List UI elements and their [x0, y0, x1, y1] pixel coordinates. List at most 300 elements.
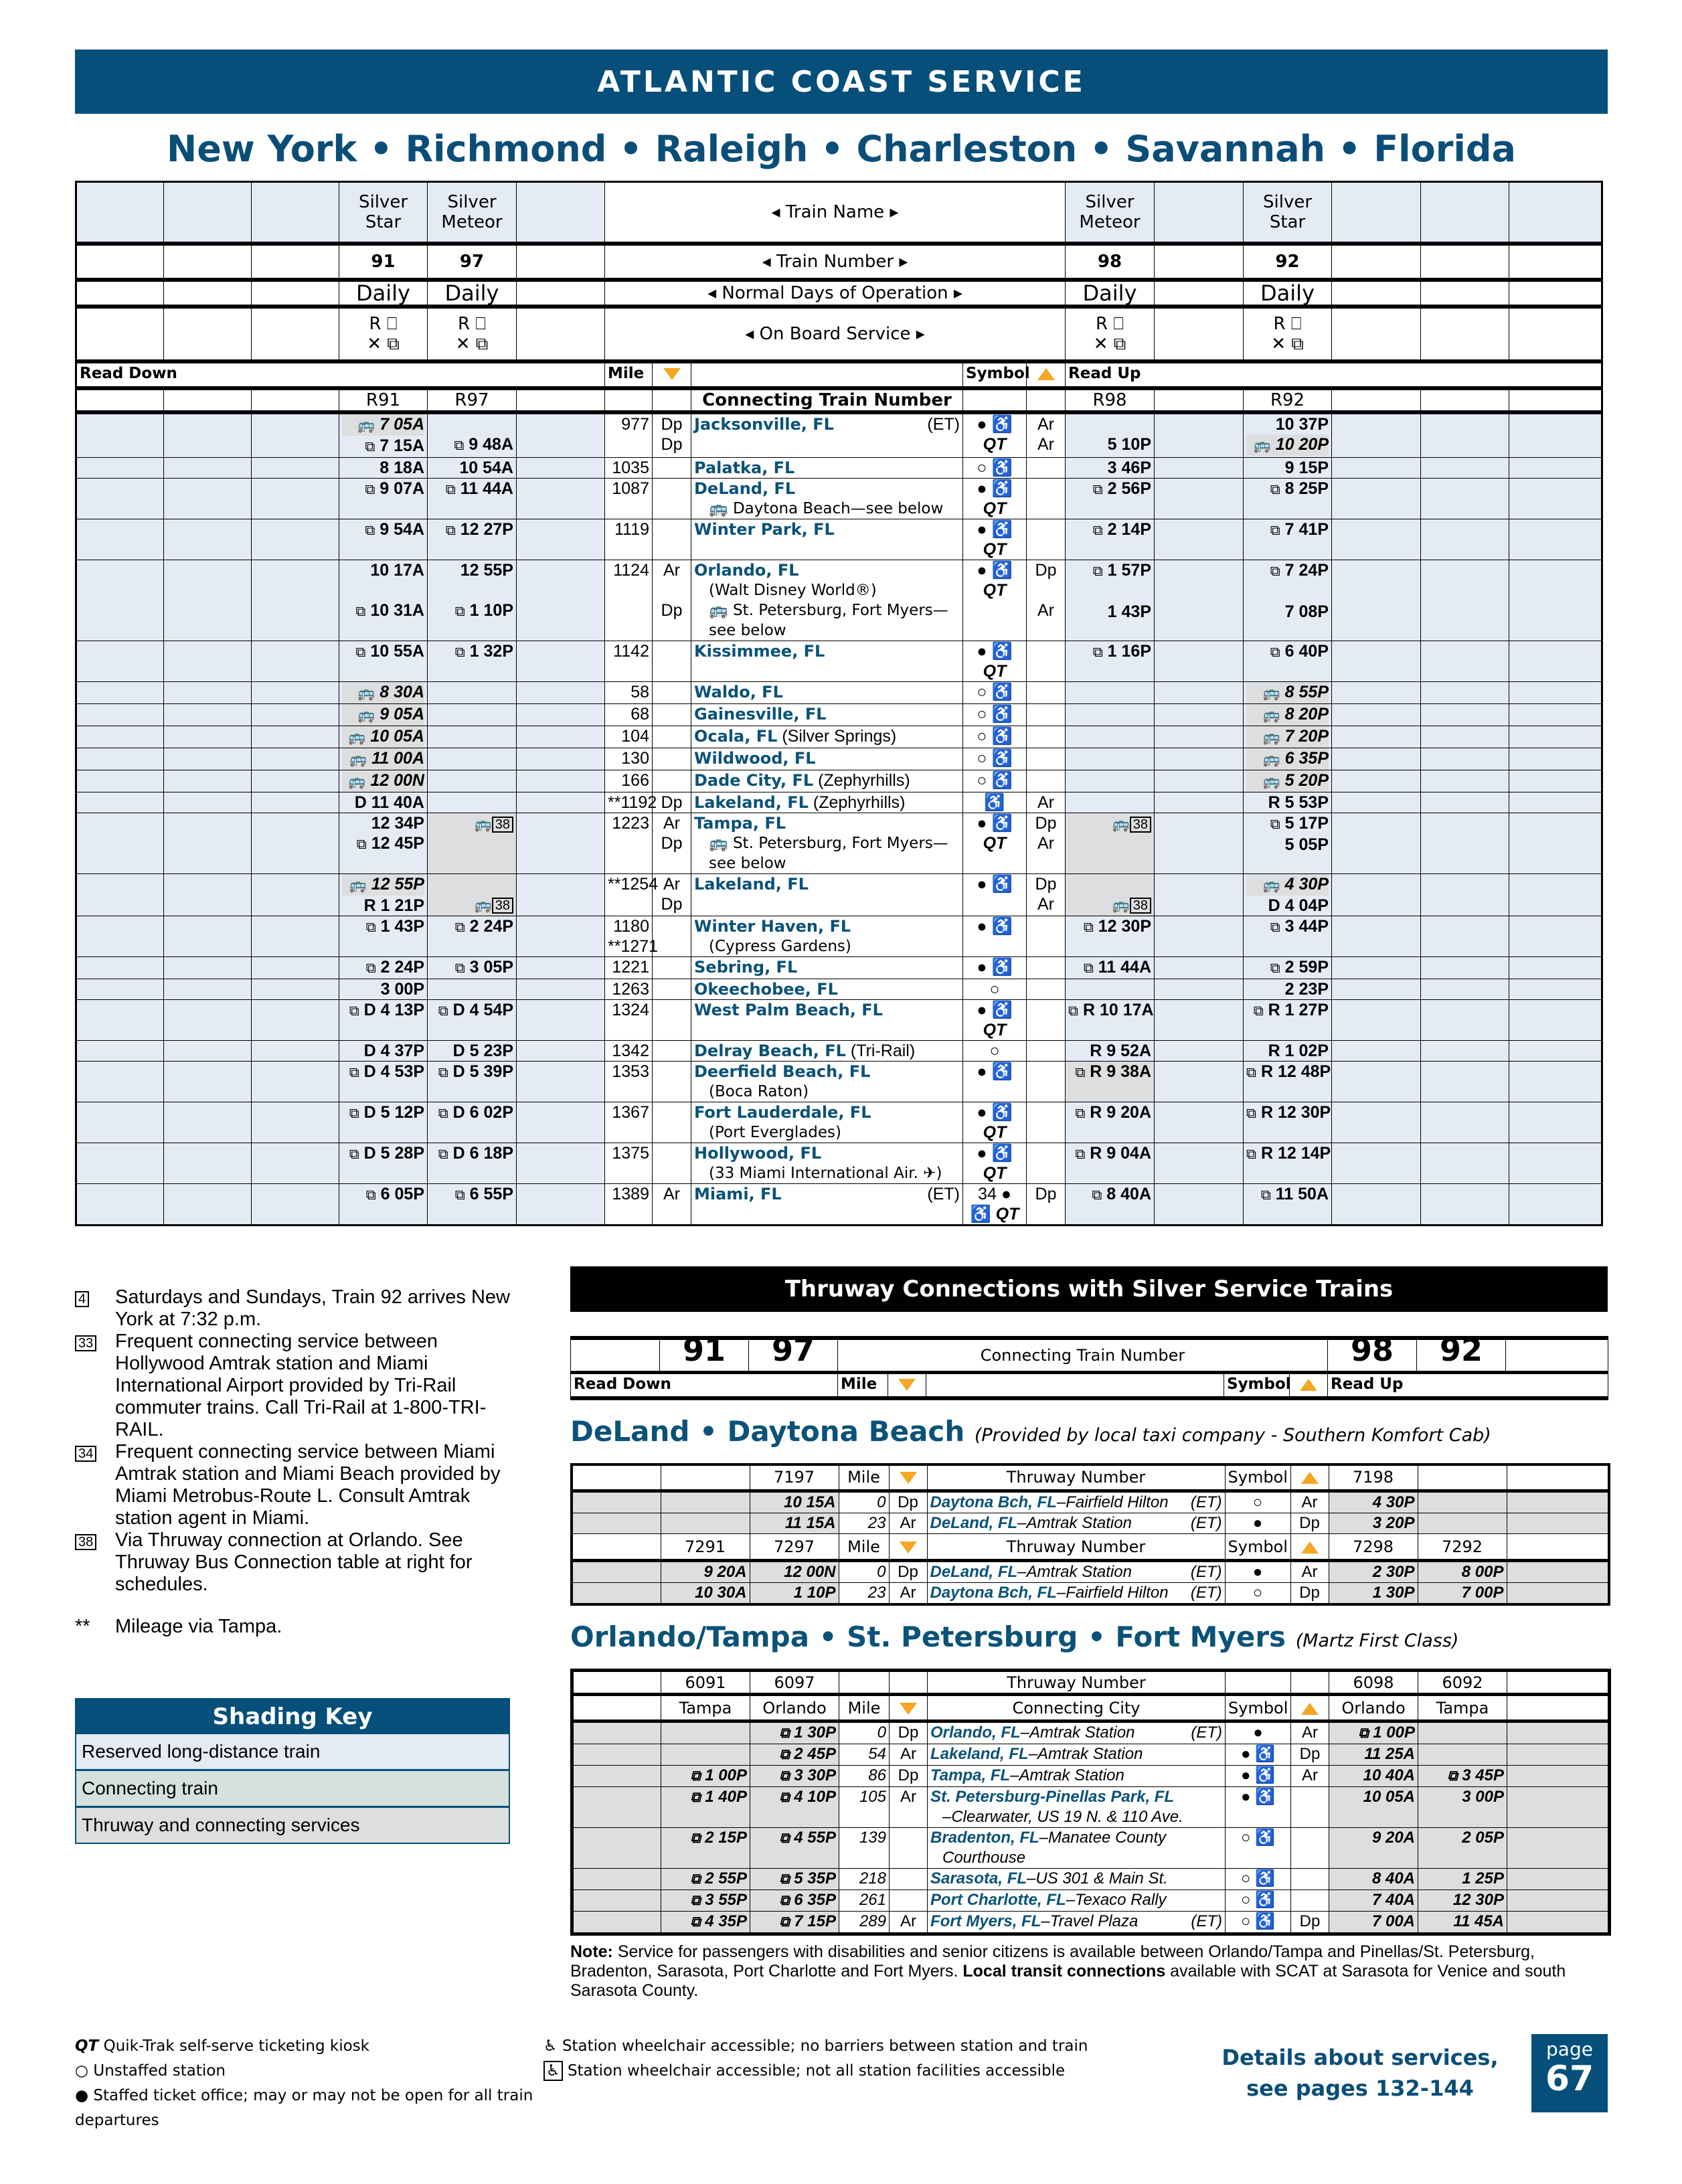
empty-cell	[1421, 1183, 1509, 1225]
empty-cell	[1332, 681, 1421, 703]
time-91	[339, 999, 428, 1040]
empty-cell	[1421, 1102, 1509, 1143]
col-symbol: Symbol	[1225, 1534, 1290, 1561]
arrival-departure-up	[1027, 703, 1066, 726]
mile-value: 105	[839, 1787, 890, 1828]
time-value: 7 41P	[1284, 519, 1329, 539]
empty-cell	[252, 519, 339, 560]
arrival-departure	[653, 1061, 691, 1102]
col-symbol: Symbol	[1226, 1695, 1291, 1721]
baggage-icon: ⧉	[779, 1831, 790, 1846]
arrival-departure-up: Dp	[1290, 1583, 1329, 1605]
thruway-time	[661, 1513, 750, 1534]
empty-cell	[164, 560, 252, 641]
station-row	[76, 412, 1602, 458]
empty-cell	[1155, 956, 1244, 979]
empty-cell	[164, 956, 252, 979]
time-value: D 5 12P	[363, 1102, 424, 1122]
thruway-time	[750, 1828, 839, 1869]
station-cell: Ocala, FL (Silver Springs)	[691, 726, 963, 748]
mile-value: 130	[605, 748, 653, 770]
time-value: 4 30P	[1284, 874, 1329, 894]
station-name[interactable]: Lakeland, FL	[694, 874, 809, 894]
thruway-time	[750, 1869, 839, 1890]
empty-cell	[572, 1671, 661, 1695]
empty-cell	[164, 1040, 252, 1061]
empty-cell	[963, 388, 1027, 412]
empty-cell	[164, 813, 252, 873]
time-98	[1066, 916, 1155, 956]
station-row	[76, 916, 1602, 956]
station-name[interactable]: Miami, FL	[694, 1184, 782, 1203]
thruway-station[interactable]: Orlando, FL	[930, 1724, 1021, 1742]
time-value: 7 24P	[1284, 560, 1329, 580]
thruway-station[interactable]: DeLand, FL	[930, 1514, 1018, 1532]
tw-mile: Mile	[838, 1373, 888, 1398]
page-label: page	[1546, 2038, 1593, 2060]
time-value: 7 15A	[380, 436, 424, 455]
arrival-departure	[653, 956, 691, 979]
empty-cell	[1421, 388, 1509, 412]
empty-cell	[1155, 244, 1244, 280]
thruway-row	[572, 1721, 1610, 1744]
empty-cell	[517, 813, 605, 873]
legend-label: Quik-Trak self-serve ticketing kiosk	[103, 2037, 369, 2055]
time-value: 2 05P	[1462, 1829, 1504, 1847]
baggage-icon: ⧉	[1246, 1146, 1257, 1162]
baggage-icon: ⧉	[690, 1893, 701, 1908]
empty-cell	[164, 519, 252, 560]
thruway-time	[1418, 1912, 1507, 1934]
station-name[interactable]: Waldo, FL	[694, 682, 783, 701]
baggage-icon: ⧉	[454, 960, 465, 976]
empty-cell	[1509, 999, 1602, 1040]
empty-cell	[164, 792, 252, 813]
station-name[interactable]: Deerfield Beach, FL	[694, 1062, 871, 1081]
empty-cell	[1509, 457, 1602, 478]
empty-cell	[1509, 916, 1602, 956]
station-name[interactable]: Hollywood, FL	[694, 1143, 822, 1163]
time-value: 6 40P	[1284, 641, 1329, 661]
arrival-departure	[653, 681, 691, 703]
empty-cell	[1421, 412, 1509, 458]
empty-cell	[517, 478, 605, 519]
time-92	[1244, 1143, 1332, 1183]
col-tampa-up: Tampa	[1418, 1695, 1507, 1721]
time-98	[1066, 770, 1155, 792]
baggage-icon: ⧉	[1270, 919, 1280, 935]
thruway-row	[572, 1787, 1610, 1828]
col-b: 7197	[750, 1464, 839, 1491]
time-98	[1066, 813, 1155, 873]
empty-cell	[572, 1828, 661, 1869]
empty-cell	[164, 307, 252, 361]
time-91	[339, 792, 428, 813]
reserved-icon: R ⎕	[369, 313, 398, 334]
baggage-icon: ⧉	[690, 1871, 701, 1887]
baggage-icon: ⧉	[454, 1187, 465, 1203]
arrival-departure-up	[1027, 999, 1066, 1040]
thruway-station[interactable]: Sarasota, FL	[930, 1869, 1027, 1887]
time-value: 1 40P	[705, 1788, 747, 1806]
empty-cell	[572, 1583, 661, 1605]
time-97	[428, 1183, 517, 1225]
arrival-departure: Ar Dp	[653, 813, 691, 873]
thruway-time	[1418, 1721, 1507, 1744]
deland-note: (Provided by local taxi company - Southern Komfort Cab)	[974, 1424, 1491, 1446]
time-92	[1244, 412, 1332, 458]
mile-value: 1353	[605, 1061, 653, 1102]
empty-cell	[76, 307, 164, 361]
station-cell: Jacksonville, FL (ET)	[691, 412, 963, 458]
station-name[interactable]: Lakeland, FL	[694, 792, 809, 812]
orlando-note: (Martz First Class)	[1295, 1630, 1459, 1651]
thruway-time	[750, 1513, 839, 1534]
station-symbols: ○ ♿	[963, 748, 1027, 770]
thruway-row	[572, 1912, 1610, 1934]
station-row	[76, 748, 1602, 770]
time-value: 12 00N	[784, 1563, 836, 1581]
time-value: 8 20P	[1284, 704, 1329, 724]
empty-cell	[1155, 703, 1244, 726]
empty-cell	[252, 457, 339, 478]
baggage-icon: ⧉	[1075, 1105, 1086, 1121]
baggage-icon: ⧉	[349, 1146, 359, 1162]
shading-key-thruway: Thruway and connecting services	[76, 1806, 509, 1843]
time-value: 3 05P	[469, 957, 513, 977]
empty-cell	[76, 748, 164, 770]
empty-cell	[1332, 748, 1421, 770]
time-97	[428, 916, 517, 956]
time-value: 1 25P	[1462, 1869, 1504, 1887]
time-97	[428, 457, 517, 478]
footnote-0	[75, 1286, 510, 1331]
train-name-label: ◂ Train Name ▸	[605, 182, 1066, 244]
baggage-icon: ⧉	[1092, 522, 1103, 538]
station-symbols: ● ♿	[1226, 1787, 1291, 1828]
page-title: ATLANTIC COAST SERVICE	[597, 64, 1086, 99]
thruway-time	[750, 1583, 839, 1605]
empty-cell	[1332, 244, 1421, 280]
thruway-title: Thruway Connections with Silver Service Trains	[784, 1275, 1394, 1303]
note-text: Service for passengers with disabilities and senior citizens is available between Orlando/Tampa and Pinellas/St. Petersburg, Bradenton, Sarasota, Port Charlotte and Fort Myers.	[570, 1942, 1535, 1981]
thruway-time	[1329, 1561, 1418, 1583]
conn-91: R91	[339, 388, 428, 412]
station-symbols: ● ♿ QT	[963, 1143, 1027, 1183]
time-91	[339, 681, 428, 703]
reserved-icon: R ⎕	[1273, 313, 1302, 334]
thruway-station[interactable]: Daytona Bch, FL	[930, 1584, 1057, 1602]
lower-section	[75, 1266, 1608, 2001]
arrival-departure: Dp	[890, 1766, 928, 1787]
station-name[interactable]: Gainesville, FL	[694, 704, 827, 724]
time-value: 8 00P	[1461, 1563, 1504, 1581]
thruway-station[interactable]: Fort Myers, FL	[930, 1912, 1041, 1930]
empty-cell	[164, 770, 252, 792]
time-97	[428, 681, 517, 703]
station-name[interactable]: Sebring, FL	[694, 957, 798, 977]
thruway-station[interactable]: Lakeland, FL	[930, 1745, 1029, 1763]
station-row	[76, 726, 1602, 748]
time-value: 2 23P	[1284, 979, 1329, 999]
route-subtitle: New York • Richmond • Raleigh • Charleston • Savannah • Florida	[167, 128, 1516, 170]
footnotes	[75, 1286, 510, 1638]
arrival-departure	[890, 1890, 928, 1912]
time-91	[339, 519, 428, 560]
thruway-station[interactable]: Bradenton, FL	[930, 1829, 1039, 1847]
station-name[interactable]: Tampa, FL	[694, 813, 786, 833]
empty-cell	[76, 560, 164, 641]
station-name[interactable]: Delray Beach, FL	[694, 1041, 846, 1060]
thruway-time	[661, 1766, 750, 1787]
time-value: R 1 21P	[363, 896, 424, 915]
thruway-time	[750, 1491, 839, 1513]
station-name[interactable]: Palatka, FL	[694, 458, 795, 477]
empty-cell	[1155, 979, 1244, 999]
bus-icon: 🚌	[1112, 816, 1130, 832]
baggage-icon: ⧉	[1075, 1064, 1086, 1080]
thruway-time	[750, 1721, 839, 1744]
shading-key-connecting: Connecting train	[76, 1769, 509, 1806]
footnote-mark: 33	[75, 1331, 102, 1441]
thruway-row	[572, 1513, 1609, 1534]
station-symbols: ● ♿ QT	[963, 641, 1027, 681]
station-symbols: ○ ♿	[963, 703, 1027, 726]
tw-98: 98	[1328, 1338, 1417, 1373]
col-mile: Mile	[839, 1695, 890, 1721]
dining-icon: ✕ ⧉	[455, 333, 489, 354]
empty-cell	[252, 813, 339, 873]
arrival-departure: Ar	[889, 1583, 927, 1605]
thruway-time	[1329, 1787, 1418, 1828]
train-91-services	[339, 307, 428, 361]
arrival-departure: Ar	[653, 1183, 691, 1225]
empty-cell	[1332, 1102, 1421, 1143]
baggage-icon: ⧉	[454, 919, 465, 935]
time-92	[1244, 681, 1332, 703]
station-cell: Deerfield Beach, FL (Boca Raton)	[691, 1061, 963, 1102]
empty-cell	[1155, 412, 1244, 458]
reserved-icon: R ⎕	[1096, 313, 1124, 334]
down-arrow-icon	[900, 1703, 917, 1715]
down-arrow-icon	[900, 1472, 917, 1484]
station-symbols: ● ♿ QT	[963, 999, 1027, 1040]
empty-cell	[252, 280, 339, 307]
col-6097: 6097	[750, 1671, 839, 1695]
empty-cell	[1507, 1695, 1610, 1721]
arrival-departure: Dp	[889, 1561, 927, 1583]
time-97	[428, 1040, 517, 1061]
baggage-icon: ⧉	[349, 1064, 359, 1080]
deland-title: DeLand • Daytona Beach	[570, 1414, 965, 1448]
baggage-icon: ⧉	[779, 1914, 790, 1930]
empty-cell	[76, 792, 164, 813]
thruway-station[interactable]: Tampa, FL	[930, 1766, 1011, 1784]
empty-cell	[76, 280, 164, 307]
footnote-text: Frequent connecting service between Hollywood Amtrak station and Miami International Airport provided by Tri-Rail commuter trains. Call Tri-Rail at 1-800-TRI-RAIL.	[115, 1330, 487, 1440]
station-name[interactable]: Winter Park, FL	[694, 519, 835, 539]
arrival-departure: Ar Dp	[653, 560, 691, 641]
arrival-departure	[653, 519, 691, 560]
empty-cell	[926, 1373, 1224, 1398]
empty-cell	[517, 1143, 605, 1183]
down-arrow-cell	[889, 1534, 927, 1561]
empty-cell	[1507, 1513, 1609, 1534]
baggage-icon: ⧉	[779, 1726, 790, 1741]
empty-cell	[1421, 916, 1509, 956]
empty-cell	[76, 703, 164, 726]
time-value: 9 20A	[703, 1563, 747, 1581]
time-91	[339, 1183, 428, 1225]
thruway-station[interactable]: Daytona Bch, FL	[930, 1493, 1057, 1511]
tw-92: 92	[1417, 1338, 1506, 1373]
thruway-time	[661, 1583, 750, 1605]
thruway-station[interactable]: Port Charlotte, FL	[930, 1891, 1066, 1909]
station-name[interactable]: Ocala, FL	[694, 726, 778, 746]
station-symbols: ○ ♿	[963, 681, 1027, 703]
time-92	[1244, 916, 1332, 956]
mile-value: 1119	[605, 519, 653, 560]
empty-cell	[1155, 641, 1244, 681]
baggage-icon: ⧉	[1253, 1003, 1264, 1019]
thruway-time	[661, 1890, 750, 1912]
details-link[interactable]	[1213, 2042, 1507, 2104]
station-cell	[691, 873, 963, 916]
station-name[interactable]: Wildwood, FL	[694, 748, 816, 768]
train-98-name: Silver Meteor	[1066, 182, 1155, 244]
time-91	[339, 873, 428, 916]
thruway-row	[572, 1561, 1609, 1583]
time-value: 7 20P	[1284, 726, 1329, 746]
empty-cell	[1509, 478, 1602, 519]
station-name[interactable]: Kissimmee, FL	[694, 641, 825, 661]
up-arrow-cell	[1290, 1464, 1329, 1491]
empty-cell	[517, 457, 605, 478]
read-down-arrow-icon	[663, 368, 681, 380]
station-row	[76, 770, 1602, 792]
mile-value: 1342	[605, 1040, 653, 1061]
arrival-departure: Ar	[890, 1912, 928, 1934]
thruway-time	[661, 1787, 750, 1828]
time-value: 4 35P	[705, 1912, 747, 1930]
empty-cell	[1155, 999, 1244, 1040]
arrival-departure	[653, 979, 691, 999]
empty-cell	[1332, 1040, 1421, 1061]
empty-cell	[164, 182, 252, 244]
station-name[interactable]: Orlando, FL	[694, 560, 799, 580]
empty-cell	[1509, 182, 1602, 244]
station-name[interactable]: DeLand, FL	[694, 479, 796, 498]
empty-cell	[1332, 1061, 1421, 1102]
thruway-time	[661, 1561, 750, 1583]
station-symbols: ●	[1225, 1513, 1290, 1534]
time-98	[1066, 560, 1155, 641]
arrival-departure-up	[1027, 519, 1066, 560]
station-name[interactable]: Okeechobee, FL	[694, 979, 838, 999]
page-number: 67	[1545, 2059, 1594, 2099]
note-bold: Local transit connections	[962, 1962, 1166, 1981]
empty-cell	[1421, 703, 1509, 726]
baggage-icon: ⧉	[1092, 481, 1103, 497]
footnote-38-ref: 38	[492, 898, 513, 914]
time-value: 2 24P	[469, 916, 513, 936]
thruway-station[interactable]: DeLand, FL	[930, 1563, 1018, 1581]
station-symbols: ● ♿ QT	[963, 1102, 1027, 1143]
orlando-section-title	[570, 1619, 1608, 1659]
station-row	[76, 681, 1602, 703]
legend-partial-accessible	[543, 2059, 1213, 2084]
arrival-departure: Ar Dp	[653, 873, 691, 916]
empty-cell	[76, 1102, 164, 1143]
legend-unstaffed	[75, 2059, 543, 2084]
time-value: D 6 02P	[452, 1102, 513, 1122]
empty-cell	[1421, 748, 1509, 770]
empty-cell	[1421, 307, 1509, 361]
arrival-departure: Dp Dp	[653, 412, 691, 458]
station-symbols: ○ ♿	[963, 770, 1027, 792]
empty-cell	[1155, 388, 1244, 412]
empty-cell	[1421, 244, 1509, 280]
footnote-text: Via Thruway connection at Orlando. See Thruway Bus Connection table at right for schedules.	[115, 1529, 473, 1595]
station-name[interactable]: West Palm Beach, FL	[694, 1000, 883, 1019]
col-d	[1418, 1464, 1507, 1491]
train-92-services	[1244, 307, 1332, 361]
empty-cell	[1421, 1040, 1509, 1061]
station-name[interactable]: Dade City, FL	[694, 770, 814, 790]
empty-cell	[1155, 519, 1244, 560]
station-name[interactable]: Jacksonville, FL	[694, 414, 834, 434]
empty-cell	[572, 1561, 661, 1583]
time-value: 1 57P	[1107, 560, 1152, 580]
station-symbols: ● ♿ QT	[963, 412, 1027, 458]
time-value: 8 18A	[380, 458, 424, 477]
bus-icon: 🚌	[348, 773, 366, 789]
thruway-row	[572, 1869, 1610, 1890]
station-name[interactable]: Winter Haven, FL	[694, 916, 851, 936]
empty-cell	[572, 1766, 661, 1787]
empty-cell	[1509, 1102, 1602, 1143]
orlando-title: Orlando/Tampa • St. Petersburg • Fort Myers	[570, 1620, 1286, 1653]
time-97	[428, 979, 517, 999]
station-symbols: ● ♿	[963, 1061, 1027, 1102]
empty-cell	[1155, 916, 1244, 956]
thruway-station[interactable]: St. Petersburg-Pinellas Park, FL	[930, 1788, 1175, 1806]
thruway-row	[572, 1766, 1610, 1787]
empty-cell	[1155, 1102, 1244, 1143]
page-number-box	[1531, 2034, 1608, 2112]
empty-cell	[1332, 873, 1421, 916]
time-91	[339, 770, 428, 792]
empty-cell	[164, 1102, 252, 1143]
train-number-label: ◂ Train Number ▸	[605, 244, 1066, 280]
station-cell	[691, 457, 963, 478]
station-symbols: ● ♿	[963, 873, 1027, 916]
empty-cell	[1507, 1744, 1610, 1766]
empty-cell	[1332, 182, 1421, 244]
station-name[interactable]: Fort Lauderdale, FL	[694, 1102, 871, 1122]
conn-98: R98	[1066, 388, 1155, 412]
baggage-icon: ⧉	[1092, 563, 1103, 579]
time-value: R 12 30P	[1260, 1102, 1331, 1122]
time-98	[1066, 726, 1155, 748]
baggage-icon: ⧉	[438, 1003, 448, 1019]
arrival-departure-up: Ar	[1290, 1491, 1329, 1513]
empty-cell	[252, 560, 339, 641]
train-98-services	[1066, 307, 1155, 361]
empty-cell	[1507, 1828, 1610, 1869]
empty-cell	[1509, 307, 1602, 361]
bus-icon: 🚌	[1262, 751, 1280, 767]
